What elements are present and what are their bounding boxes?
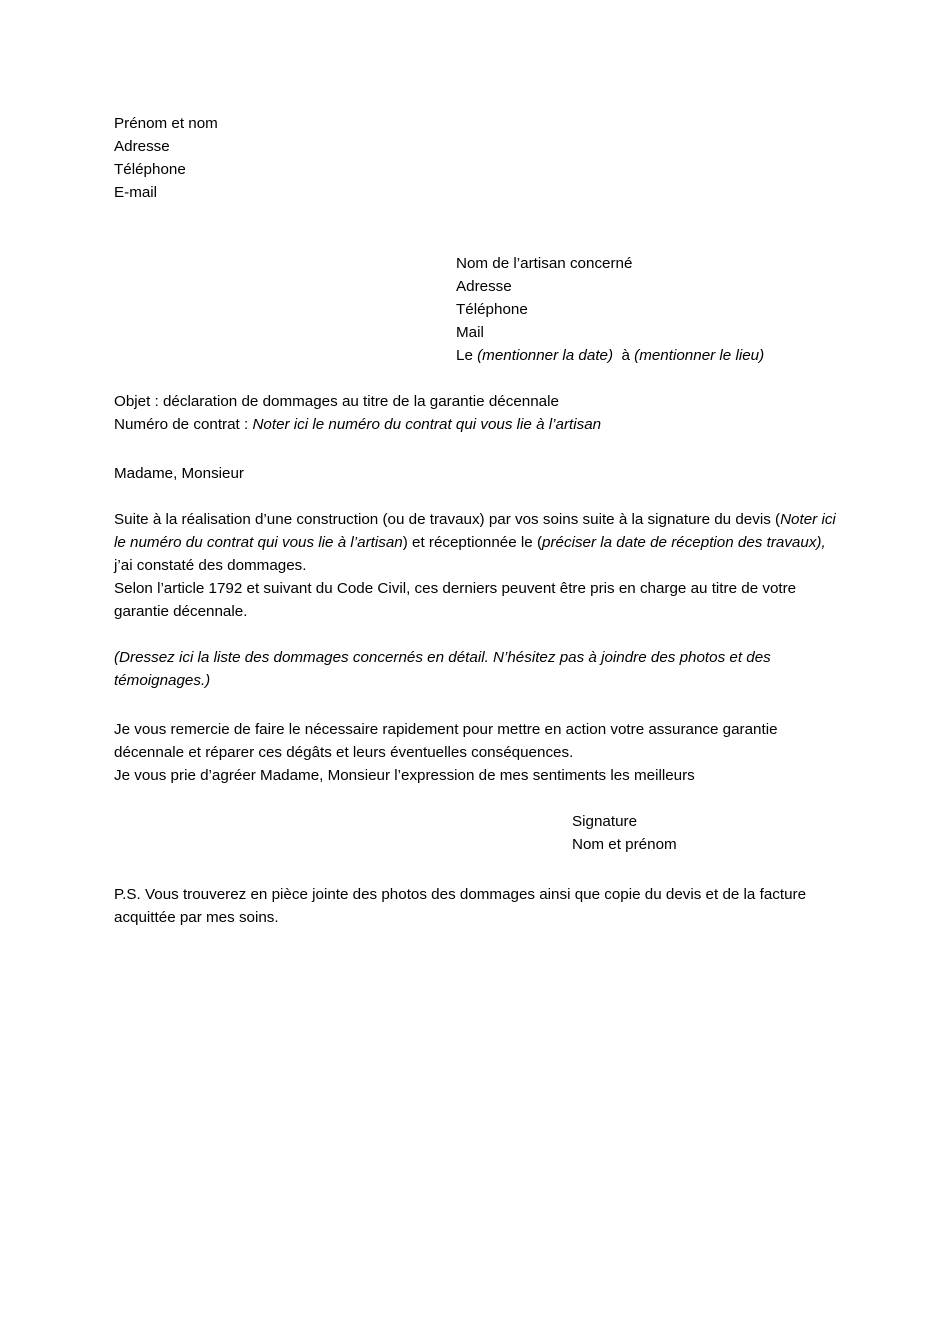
postscript-block: P.S. Vous trouverez en pièce jointe des photos des dommages ainsi que copie du devis et de la facture acquittée par mes soins.	[114, 886, 807, 926]
signature-label: Signature	[572, 813, 638, 830]
subject-block	[114, 390, 601, 436]
body-p1-segment-1: Suite à la réalisation d’une construction (ou de travaux) par vos soins suite à la signature du devis (	[114, 511, 781, 528]
date-and-place-line	[456, 344, 764, 367]
salutation-line: Madame, Monsieur	[114, 465, 244, 482]
body-p1-reception-date-placeholder: préciser la date de réception des travaux),	[542, 534, 826, 551]
closing-request-line: Je vous remercie de faire le nécessaire rapidement pour mettre en action votre assurance garantie décennale et réparer ces dégâts et leurs éventuelles conséquences.	[114, 721, 778, 761]
contract-number-label: Numéro de contrat :	[114, 416, 253, 433]
sender-name-line: Prénom et nom	[114, 115, 218, 132]
sender-phone-line: Téléphone	[114, 161, 186, 178]
sender-block	[114, 112, 218, 204]
date-separator: à	[613, 347, 635, 364]
body-p1-contract-placeholder: Noter ici le numéro du contrat qui vous lie à l’artisan	[114, 511, 836, 551]
recipient-address-line: Adresse	[456, 278, 512, 295]
sender-address-line: Adresse	[114, 138, 170, 155]
sender-email-line: E-mail	[114, 184, 158, 201]
object-line: Objet : déclaration de dommages au titre de la garantie décennale	[114, 393, 559, 410]
signature-name-label: Nom et prénom	[572, 836, 677, 853]
date-prefix: Le	[456, 347, 478, 364]
recipient-phone-line: Téléphone	[456, 301, 528, 318]
body-p1-segment-3: ) et réceptionnée le (	[402, 534, 543, 551]
signature-block	[572, 810, 677, 856]
recipient-name-line: Nom de l’artisan concerné	[456, 255, 633, 272]
recipient-mail-line: Mail	[456, 324, 484, 341]
body-paragraph-closing	[114, 718, 840, 787]
date-placeholder: (mentionner la date)	[477, 347, 614, 364]
body-paragraph-damages-report	[114, 508, 840, 623]
body-p1-legal-reference: Selon l’article 1792 et suivant du Code Civil, ces derniers peuvent être pris en charge au titre de votre garantie décennale.	[114, 580, 797, 620]
damage-list-instruction-text: (Dressez ici la liste des dommages concernés en détail. N’hésitez pas à joindre des photos et des témoignages.)	[114, 649, 771, 689]
body-p1-segment-5: j’ai constaté des dommages.	[114, 557, 307, 574]
place-placeholder: (mentionner le lieu)	[634, 347, 765, 364]
contract-number-line	[114, 413, 601, 436]
salutation-block	[114, 462, 244, 485]
body-paragraph-damage-list-instruction	[114, 646, 840, 692]
contract-number-placeholder: Noter ici le numéro du contrat qui vous lie à l’artisan	[252, 416, 602, 433]
closing-formula-line: Je vous prie d’agréer Madame, Monsieur l’expression de mes sentiments les meilleurs	[114, 767, 695, 784]
recipient-block	[456, 252, 764, 367]
